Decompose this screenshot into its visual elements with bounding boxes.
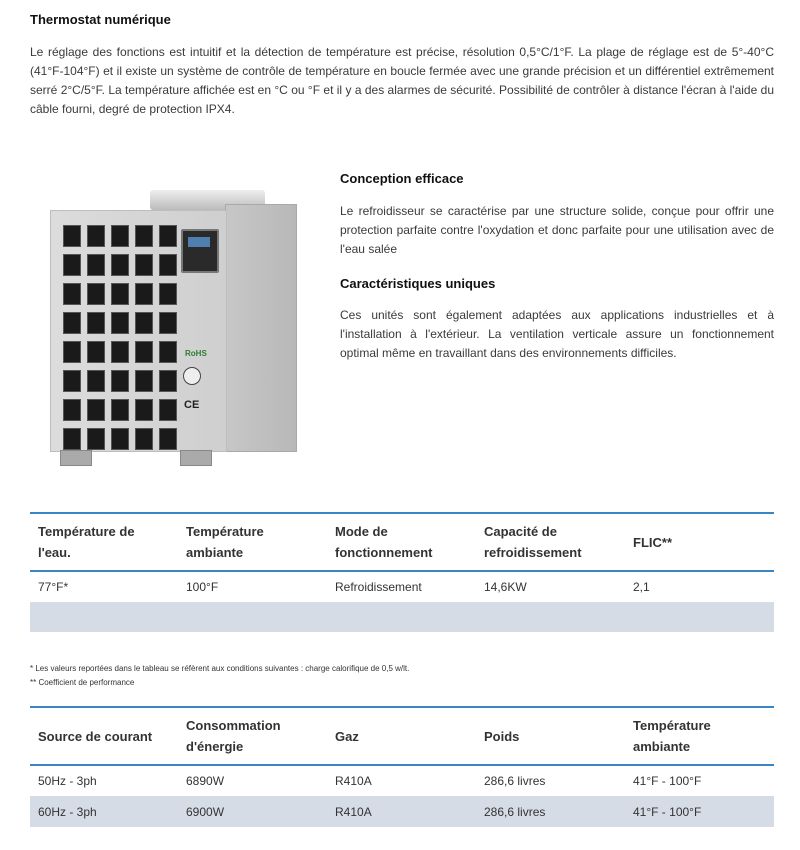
certification-badge-icon [183,367,201,385]
table-header-row [30,707,774,765]
table-cell: R410A [327,796,476,827]
footnote: ** Coefficient de performance [30,678,135,687]
ce-label: CE [184,399,200,411]
table-header-row [30,513,774,571]
chiller-image [50,190,295,475]
table-cell: R410A [335,774,372,788]
table-header-cell: Température de l'eau. [38,524,135,560]
table-cell: Refroidissement [335,580,422,594]
table-header-cell: Poids [484,728,520,744]
chiller-foot [180,450,212,466]
table-cell: 6890W [186,774,225,788]
rohs-label: RoHS [185,349,207,358]
table-cell [30,602,178,632]
chiller-front [50,210,227,452]
table-row [30,796,774,827]
table-header-cell: FLIC** [633,534,672,550]
table-cell: 41°F - 100°F [625,796,774,827]
table-cell [625,602,774,632]
performance-table [30,512,774,632]
table-header-cell: Consommation d'énergie [186,718,281,754]
table-cell: 6900W [178,796,327,827]
conception-title: Conception efficace [340,171,464,186]
caracteristiques-title: Caractéristiques uniques [340,276,496,291]
table-row [30,765,774,796]
table-header-cell: Mode de fonctionnement [335,524,433,560]
table-header-cell: Température ambiante [633,718,711,754]
table-cell: 60Hz - 3ph [30,796,178,827]
thermostat-title: Thermostat numérique [30,12,171,27]
thermostat-display [181,229,219,273]
table-row [30,571,774,602]
thermostat-text: Le réglage des fonctions est intuitif et la détection de température est précise, résolution 0,5°C/1°F. La plage de réglage est de 5°-40°C (41°F-104°F) et il existe un système de contrôle de température en boucle fermée avec une grande précision et un différentiel extrêmement serré 2°C/5°F. La température affichée est en °C ou °F et il y a des alarmes de sécurité. Possibilité de contrôler à distance l'écran à l'aide du câble fourni, degré de protection IPX4. [30,45,774,116]
table-footnotes [30,662,774,690]
table-cell: 41°F - 100°F [633,774,702,788]
chiller-side [225,204,297,452]
chiller-grill [63,225,181,450]
table-cell [178,602,327,632]
table-cell: 2,1 [633,580,650,594]
table-cell: 50Hz - 3ph [38,774,97,788]
specifications-table [30,706,774,827]
table-cell: 100°F [186,580,219,594]
table-row [30,602,774,632]
table-header-cell: Gaz [335,728,359,744]
table-header-cell: Température ambiante [186,524,264,560]
table-cell: 77°F* [38,580,69,594]
table-cell [327,602,476,632]
table-header-cell: Source de courant [38,728,153,744]
table-cell: 14,6KW [484,580,527,594]
table-cell: 286,6 livres [484,774,546,788]
caracteristiques-text: Ces unités sont également adaptées aux applications industrielles et à l'installation à l'extérieur. La ventilation verticale assure un fonctionnement optimal même en travaillant dans des environnements difficiles. [340,308,774,360]
table-cell: 286,6 livres [476,796,625,827]
table-cell [476,602,625,632]
table-header-cell: Capacité de refroidissement [484,524,582,560]
footnote: * Les valeurs reportées dans le tableau se réfèrent aux conditions suivantes : charge calorifique de 0,5 w/lt. [30,664,410,673]
chiller-foot [60,450,92,466]
conception-text: Le refroidisseur se caractérise par une structure solide, conçue pour offrir une protection parfaite contre l'oxydation et donc parfaite pour une utilisation avec de l'eau salée [340,204,774,256]
